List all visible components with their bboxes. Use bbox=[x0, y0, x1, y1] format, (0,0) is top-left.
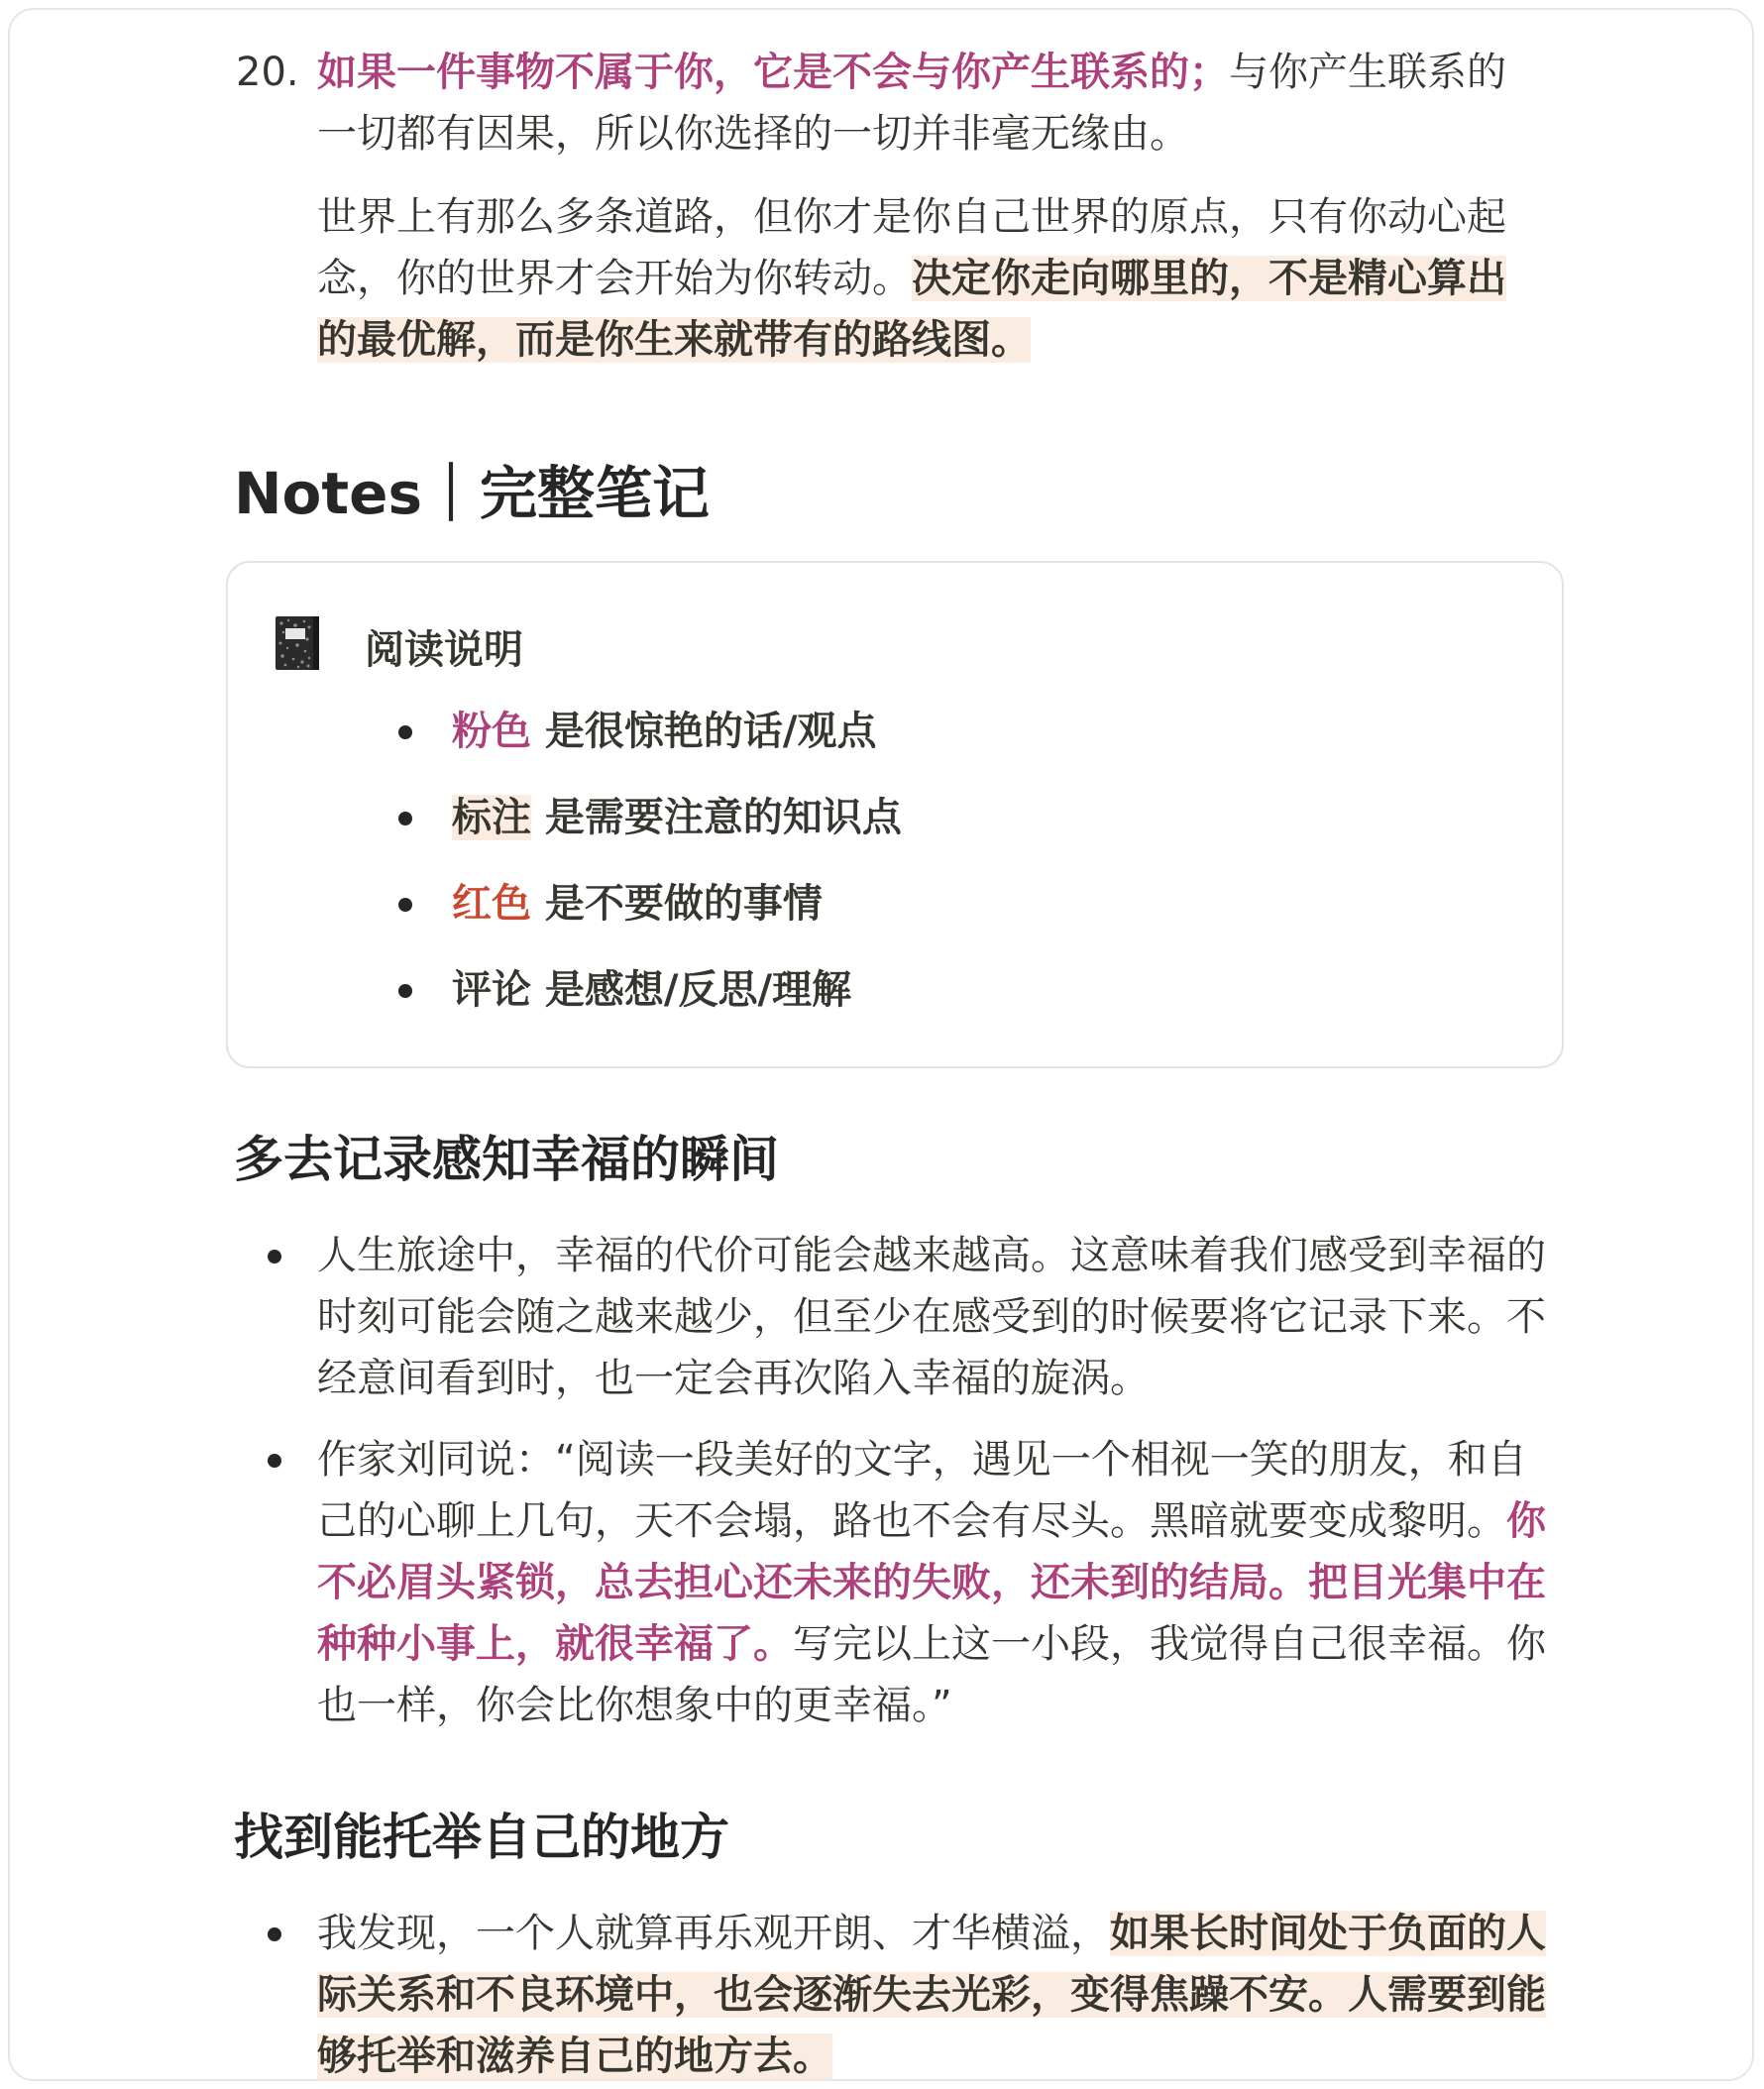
legend-item-comment bbox=[365, 960, 902, 1020]
bullet-dot bbox=[268, 1454, 281, 1468]
section-heading-support: 找到能托举自己的地方 bbox=[234, 1809, 729, 1866]
pink-quote: 如果一件事物不属于你，它是不会与你产生联系的； bbox=[317, 50, 1229, 95]
item20-paragraph-2 bbox=[317, 186, 1536, 371]
plain-text: 我发现，一个人就算再乐观开朗、才华横溢， bbox=[317, 1911, 1110, 1956]
callout-title: 阅读说明 bbox=[365, 627, 523, 673]
notes-heading: Notes｜完整笔记 bbox=[234, 460, 710, 527]
legend-key: 评论 bbox=[452, 967, 531, 1013]
page-frame bbox=[8, 8, 1754, 2081]
legend-desc: 是需要注意的知识点 bbox=[531, 795, 902, 840]
section2-bullet-list bbox=[226, 1903, 1554, 2081]
plain-text: 人生旅途中，幸福的代价可能会越来越高。这意味着我们感受到幸福的时刻可能会随之越来越少，但至少在感受到的时候要将它记录下来。不经意间看到时，也一定会再次陷入幸福的旋涡。 bbox=[317, 1233, 1546, 1401]
legend-key: 标注 bbox=[452, 795, 531, 840]
legend-item-pink bbox=[365, 702, 902, 761]
highlighted-text: 如果长时间处于负面的人际关系和不良环境中，也会逐渐失去光彩，变得焦躁不安。人需要到能够托举和滋养自己的地方去。 bbox=[317, 1911, 1546, 2079]
highlighted-text: 决定你走向哪里的，不是精心算出的最优解，而是你生来就带有的路线图。 bbox=[317, 256, 1506, 363]
plain-text: 世界上有那么多条道路，但你才是你自己世界的原点，只有你动心起念，你的世界才会开始为你转动。 bbox=[317, 194, 1506, 301]
legend-item-highlight bbox=[365, 788, 902, 847]
list-item bbox=[226, 1225, 1546, 1409]
legend-list bbox=[365, 702, 902, 1046]
legend-desc: 是感想/反思/理解 bbox=[531, 967, 852, 1013]
list-item bbox=[226, 1903, 1546, 2081]
numbered-item-20 bbox=[236, 42, 1554, 392]
section1-bullet-list bbox=[226, 1225, 1554, 1756]
section-heading-happiness: 多去记录感知幸福的瞬间 bbox=[234, 1131, 779, 1188]
bullet-dot bbox=[398, 898, 412, 912]
item-number: 20. bbox=[236, 50, 299, 95]
legend-key: 粉色 bbox=[452, 709, 531, 754]
legend-key: 红色 bbox=[452, 881, 531, 927]
legend-desc: 是很惊艳的话/观点 bbox=[531, 709, 877, 754]
item20-paragraph-1 bbox=[317, 42, 1536, 165]
bullet-dot bbox=[268, 1927, 281, 1941]
bullet-dot bbox=[398, 725, 412, 739]
pink-quote: 你不必眉头紧锁，总去担心还未来的失败，还未到的结局。把目光集中在种种小事上，就很幸福了。 bbox=[317, 1498, 1546, 1667]
legend-item-red bbox=[365, 874, 902, 934]
plain-text: 作家刘同说：“阅读一段美好的文字，遇见一个相视一笑的朋友，和自己的心聊上几句，天不会塌，路也不会有尽头。黑暗就要变成黎明。 bbox=[317, 1437, 1527, 1544]
plain-text: 与你产生联系的一切都有因果，所以你选择的一切并非毫无缘由。 bbox=[317, 50, 1506, 157]
list-item bbox=[226, 1429, 1546, 1736]
reading-guide-callout bbox=[226, 561, 1564, 1068]
bullet-dot bbox=[398, 984, 412, 998]
item-body bbox=[317, 42, 1536, 371]
bullet-dot bbox=[268, 1250, 281, 1264]
bullet-dot bbox=[398, 812, 412, 825]
composition-notebook-icon bbox=[274, 614, 321, 672]
plain-text: 写完以上这一小段，我觉得自己很幸福。你也一样，你会比你想象中的更幸福。” bbox=[317, 1621, 1546, 1728]
legend-desc: 是不要做的事情 bbox=[531, 881, 823, 927]
